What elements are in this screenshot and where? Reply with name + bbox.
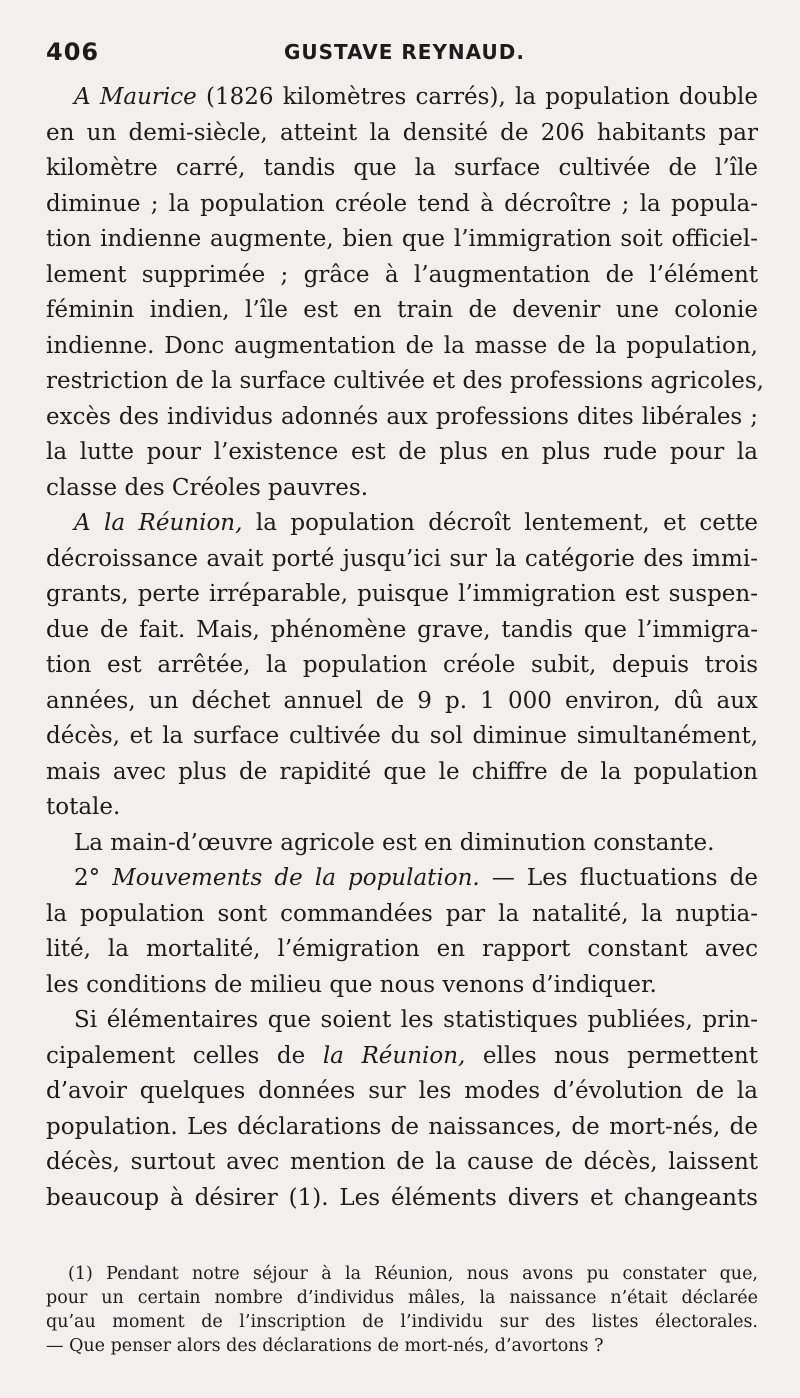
- text-line: [46, 577, 758, 613]
- page-header: [46, 38, 766, 72]
- footnote-line: — Que penser alors des déclarations de mort-nés, d’avortons ?: [46, 1336, 604, 1356]
- text-line: [46, 222, 758, 258]
- italic-phrase: la Réunion,: [322, 1042, 466, 1069]
- text-segment: beaucoup à désirer (1). Les éléments divers et changeants: [46, 1184, 758, 1211]
- text-line: [46, 1003, 758, 1039]
- text-line: [46, 471, 758, 507]
- text-line: [46, 968, 758, 1004]
- text-line: [46, 400, 758, 436]
- text-segment: années, un déchet annuel de 9 p. 1 000 environ, dû aux: [46, 687, 758, 714]
- text-line: [46, 151, 758, 187]
- body-text: [46, 80, 764, 1216]
- text-segment: tion est arrêtée, la population créole subit, depuis trois: [46, 652, 758, 678]
- text-segment: décès, et la surface cultivée du sol diminue simultanément,: [46, 723, 758, 749]
- text-segment: mais avec plus de rapidité que le chiffre de la population: [46, 758, 758, 785]
- text-line: [46, 1145, 758, 1181]
- text-line: [46, 1110, 758, 1146]
- text-segment: — Les fluctuations de: [479, 865, 758, 891]
- italic-phrase: A la Réunion,: [74, 510, 243, 536]
- text-line: [46, 861, 758, 897]
- text-segment: cipalement celles de: [46, 1042, 323, 1069]
- text-segment: la lutte pour l’existence est de plus en plus rude pour la: [46, 439, 758, 465]
- text-segment: décès, surtout avec mention de la cause de décès, laissent: [46, 1149, 758, 1175]
- text-line: [46, 719, 758, 755]
- text-line: [46, 755, 758, 791]
- text-segment: excès des individus adonnés aux professions dites libérales ;: [46, 403, 758, 430]
- italic-phrase: A Maurice: [74, 84, 197, 110]
- text-segment: les conditions de milieu que nous venons d’indiquer.: [46, 971, 657, 998]
- text-line: [46, 932, 758, 968]
- text-segment: population. Les déclarations de naissances, de mort-nés, de: [46, 1113, 758, 1140]
- text-line: [46, 897, 758, 933]
- text-line: [46, 364, 764, 400]
- text-segment: due de fait. Mais, phénomène grave, tandis que l’immigra-: [46, 616, 758, 643]
- text-segment: décroissance avait porté jusqu’ici sur la catégorie des immi-: [46, 545, 758, 572]
- text-line: [46, 187, 758, 223]
- text-line: [46, 435, 758, 471]
- text-segment: d’avoir quelques données sur les modes d’évolution de la: [46, 1078, 758, 1104]
- text-segment: la population décroît lentement, et cette: [242, 510, 759, 536]
- text-line: [46, 542, 758, 578]
- footnote-line: (1) Pendant notre séjour à la Réunion, nous avons pu constater que,: [68, 1264, 758, 1284]
- text-segment: La main-d’œuvre agricole est en diminution constante.: [74, 829, 715, 856]
- text-line: [46, 648, 758, 684]
- text-line: [46, 116, 758, 152]
- text-segment: la population sont commandées par la natalité, la nuptia-: [46, 900, 758, 927]
- running-head: GUSTAVE REYNAUD.: [284, 40, 525, 64]
- text-segment: Si élémentaires que soient les statistiques publiées, prin-: [74, 1007, 758, 1033]
- text-line: [46, 613, 758, 649]
- text-segment: totale.: [46, 794, 121, 820]
- text-line: [46, 790, 758, 826]
- footnote: [46, 1262, 758, 1358]
- text-line: [46, 1181, 758, 1217]
- footnote-line: pour un certain nombre d’individus mâles, la naissance n’était déclarée: [46, 1288, 758, 1308]
- text-line: [46, 506, 758, 542]
- text-segment: (1826 kilomètres carrés), la population double: [196, 84, 758, 110]
- text-segment: grants, perte irréparable, puisque l’immigration est suspen-: [46, 581, 758, 607]
- text-segment: lité, la mortalité, l’émigration en rapport constant avec: [46, 936, 758, 962]
- text-line: [46, 293, 758, 329]
- text-line: [46, 1074, 758, 1110]
- text-line: [46, 684, 758, 720]
- text-line: [46, 1039, 758, 1075]
- text-segment: indienne. Donc augmentation de la masse de la population,: [46, 332, 758, 359]
- text-line: [46, 258, 758, 294]
- text-segment: classe des Créoles pauvres.: [46, 474, 369, 501]
- footnote-line: qu’au moment de l’inscription de l’individu sur des listes électorales.: [46, 1312, 758, 1332]
- text-segment: kilomètre carré, tandis que la surface cultivée de l’île: [46, 155, 758, 181]
- text-line: [46, 329, 758, 365]
- text-segment: restriction de la surface cultivée et des professions agricoles,: [46, 368, 764, 394]
- text-segment: diminue ; la population créole tend à décroître ; la popula-: [46, 190, 758, 217]
- text-line: [46, 80, 758, 116]
- text-line: [46, 826, 758, 862]
- text-segment: en un demi-siècle, atteint la densité de 206 habitants par: [46, 119, 758, 146]
- text-segment: féminin indien, l’île est en train de devenir une colonie: [46, 297, 758, 323]
- text-segment: 2°: [74, 865, 113, 891]
- page-number: 406: [46, 38, 100, 66]
- text-segment: lement supprimée ; grâce à l’augmentation de l’élément: [46, 261, 758, 288]
- text-segment: elles nous permettent: [465, 1042, 758, 1069]
- italic-phrase: Mouvements de la population.: [112, 865, 480, 891]
- text-segment: tion indienne augmente, bien que l’immigration soit officiel-: [46, 226, 758, 252]
